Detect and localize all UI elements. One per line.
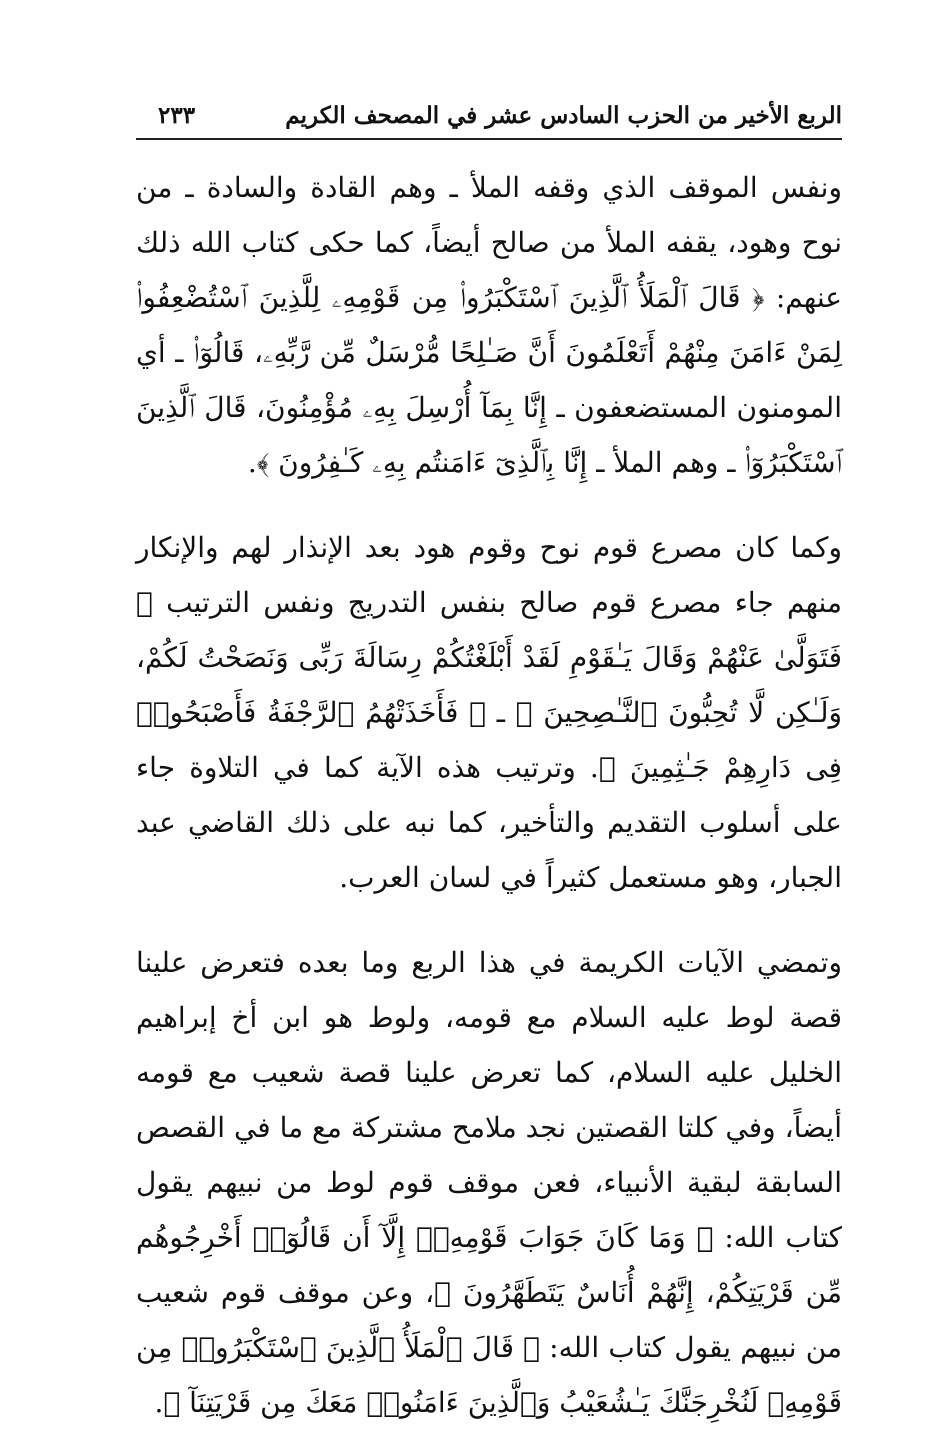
paragraph-1: ونفس الموقف الذي وقفه الملأ ـ وهم القادة والسادة ـ من نوح وهود، يقفه الملأ من صالح أيضاً، كما حكى كتاب الله ذلك عنهم: ﴿ قَالَ ٱلْمَلَأُ ٱلَّذِينَ ٱسْتَكْبَرُوا۟ مِن قَوْمِهِۦ لِلَّذِينَ ٱسْتُضْعِفُوا۟ لِمَنْ ءَامَنَ مِنْهُمْ أَتَعْلَمُونَ أَنَّ صَـٰلِحًا مُّرْسَلٌ مِّن رَّبِّهِۦ، قَالُوٓا۟ ـ أي المومنون المستضعفون ـ إِنَّا بِمَآ أُرْسِلَ بِهِۦ مُؤْمِنُونَ، قَالَ ٱلَّذِينَ ٱسْتَكْبَرُوٓا۟ ـ وهم الملأ ـ إِنَّا بِٱلَّذِىٓ ءَامَنتُم بِهِۦ كَـٰفِرُونَ ﴾. (136, 171, 842, 479)
running-header (136, 98, 842, 140)
page-number: ٢٣٣ (158, 102, 196, 129)
header-title: الربع الأخير من الحزب السادس عشر في المصحف الكريم (285, 102, 842, 129)
paragraph-3: وتمضي الآيات الكريمة في هذا الربع وما بعده فتعرض علينا قصة لوط عليه السلام مع قومه، ولوط هو ابن أخ إبراهيم الخليل عليه السلام، كما تعرض علينا قصة شعيب مع قومه أيضاً، وفي كلتا القصتين نجد ملامح مشتركة مع ما في القصص السابقة لبقية الأنبياء، فعن موقف قوم لوط من نبيهم يقول كتاب الله: ﴿ وَمَا كَانَ جَوَابَ قَوْمِهِۦٓ إِلَّآ أَن قَالُوٓا۟ أَخْرِجُوهُم مِّن قَرْيَتِكُمْ، إِنَّهُمْ أُنَاسٌ يَتَطَهَّرُونَ ﴾، وعن موقف قوم شعيب من نبيهم يقول كتاب الله: ﴿ قَالَ ٱلْمَلَأُ ٱلَّذِينَ ٱسْتَكْبَرُوا۟ مِن قَوْمِهِۦ لَنُخْرِجَنَّكَ يَـٰشُعَيْبُ وَٱلَّذِينَ ءَامَنُوا۟ مَعَكَ مِن قَرْيَتِنَآ ﴾. (136, 946, 842, 1419)
paragraph-2: وكما كان مصرع قوم نوح وقوم هود بعد الإنذار لهم والإنكار منهم جاء مصرع قوم صالح بنفس التدريج ونفس الترتيب ﴿ فَتَوَلَّىٰ عَنْهُمْ وَقَالَ يَـٰقَوْمِ لَقَدْ أَبْلَغْتُكُمْ رِسَالَةَ رَبِّى وَنَصَحْتُ لَكُمْ، وَلَـٰكِن لَّا تُحِبُّونَ ٱلنَّـٰصِحِينَ ﴾ ـ ﴿ فَأَخَذَتْهُمُ ٱلرَّجْفَةُ فَأَصْبَحُوا۟ فِى دَارِهِمْ جَـٰثِمِينَ ﴾. وترتيب هذه الآية كما في التلاوة جاء على أسلوب التقديم والتأخير، كما نبه على ذلك القاضي عبد الجبار، وهو مستعمل كثيراً في لسان العرب. (136, 531, 842, 894)
body-text (136, 160, 842, 1430)
